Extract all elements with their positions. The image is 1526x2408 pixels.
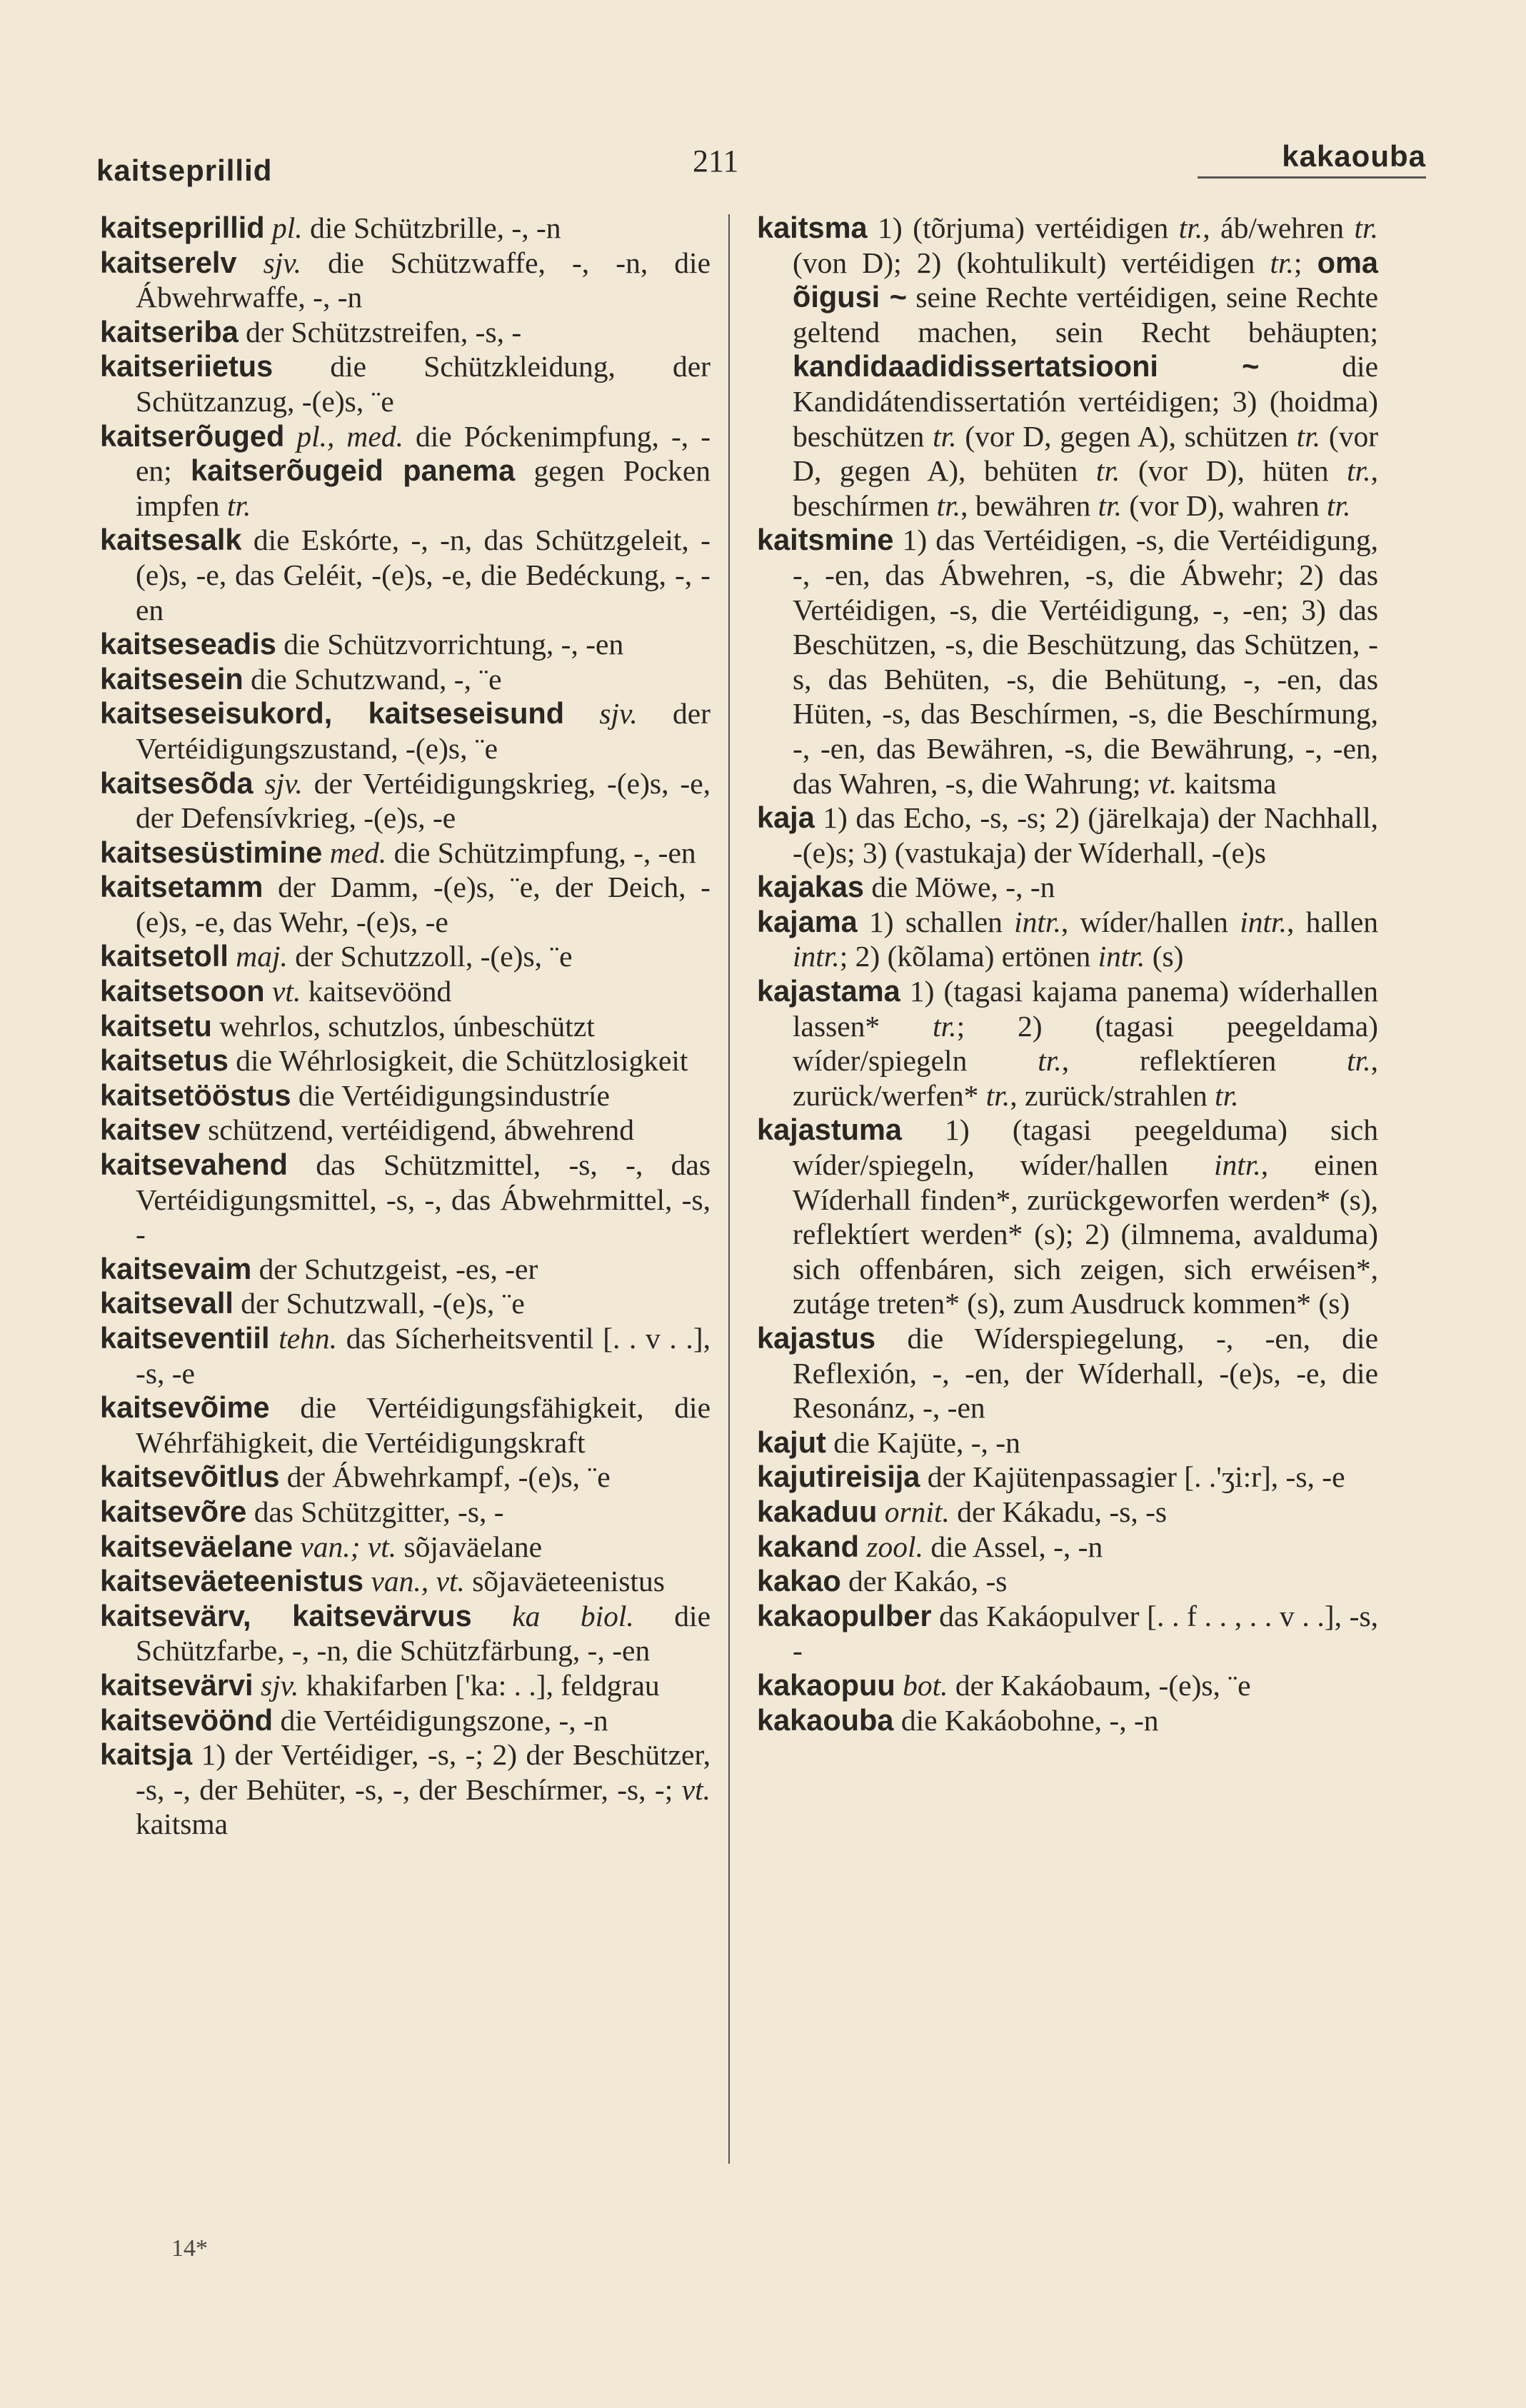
entry-text: sõjaväeteenistus: [464, 1565, 665, 1598]
entry-text: das Schützmittel, -s, -, das Vertéidigungsmittel, -s, -, das Ábwehrmittel, -s, -: [136, 1148, 711, 1251]
entry-headword: kaitsevahend: [100, 1148, 288, 1182]
entry-headword: kaitsevärvi: [100, 1667, 254, 1702]
dictionary-entry: [100, 1390, 711, 1460]
entry-text: (von D); 2) (kohtulikult) vertéidigen: [793, 246, 1270, 279]
entry-text: der Schutzzoll, -(e)s, ¨e: [287, 940, 573, 973]
dictionary-entry: [100, 766, 711, 836]
entry-headword: kaitsetus: [100, 1043, 229, 1078]
entry-text: , beschírmen: [793, 454, 1378, 522]
dictionary-entry: [100, 1009, 711, 1044]
dictionary-entry: [100, 211, 711, 246]
entry-headword: kajama: [757, 904, 858, 938]
header-left-guideword: kaitseprillid: [96, 154, 273, 187]
entry-text: die Wéhrlosigkeit, die Schützlosigkeit: [236, 1044, 688, 1078]
entry-label: sjv.: [263, 246, 302, 279]
entry-label: zool.: [866, 1530, 923, 1563]
entry-phrase: kandidaadidissertatsiooni ~: [793, 349, 1260, 383]
dictionary-entry: [100, 1252, 711, 1287]
entry-headword: kaitsesein: [100, 661, 244, 696]
dictionary-entry: [100, 1530, 711, 1565]
entry-text: der Kákadu, -s, -s: [949, 1495, 1168, 1528]
entry-text: kaitsma: [136, 1807, 229, 1841]
entry-headword: kajut: [757, 1425, 826, 1459]
entry-label: tr.: [985, 1078, 1010, 1112]
dictionary-entry: [757, 1599, 1378, 1668]
entry-text: 1) das Vertéidigen, -s, die Vertéidigung, -, -en, das Ábwehren, -s, die Ábwehr; 2) das Vertéidigen, -s, die Vertéidigung, -, -en; 3) das Beschützen, -s, die Beschützung, das Schützen, -s, das Behüten, -s, die Behütung, -, -en, das Hüten, -s, das Beschírmen, -s, die Beschírmung, -, -en, das Bewähren, -s, die Bewährung, -, -en, das Wahren, -s, die Wahrung;: [793, 523, 1379, 800]
entry-headword: kakaopulber: [757, 1598, 932, 1632]
dictionary-entry: [100, 662, 711, 697]
entry-text: der Ábwehrkampf, -(e)s, ¨e: [286, 1460, 611, 1494]
entry-text: die Assel, -, -n: [923, 1530, 1103, 1563]
entry-text: der Kajütenpassagier [. .'ʒi:r], -s, -e: [927, 1460, 1345, 1494]
entry-text: , zurück/strahlen: [1010, 1078, 1215, 1112]
entry-headword: kaitseriietus: [100, 349, 273, 383]
entry-label: intr.: [1240, 905, 1287, 938]
dictionary-entry: [100, 1460, 711, 1495]
entry-headword: kaitsetamm: [100, 870, 263, 904]
entry-label: tr.: [1095, 454, 1120, 488]
entry-label: tr.: [1270, 246, 1294, 279]
entry-label: intr.: [793, 940, 840, 973]
entry-headword: kaitseseadis: [100, 627, 276, 661]
entry-headword: kajakas: [757, 870, 865, 904]
signature-mark: 14*: [171, 2235, 208, 2262]
entry-headword: kakaouba: [757, 1702, 894, 1737]
entry-label: tr.: [1178, 211, 1203, 244]
entry-text: kaitsma: [1177, 766, 1277, 800]
entry-text: der Vertéidigungszustand, -(e)s, ¨e: [136, 697, 711, 765]
dictionary-entry: [757, 1564, 1378, 1599]
entry-label: tr.: [1215, 1078, 1239, 1112]
entry-text: die Eskórte, -, -n, das Schützgeleit, -(e)s, -e, das Geléit, -(e)s, -e, die Bedéckung, -, -en: [136, 523, 711, 626]
page-number: 211: [693, 144, 739, 179]
entry-text: die Kakáobohne, -, -n: [900, 1703, 1159, 1737]
entry-label: tr.: [936, 488, 961, 522]
entry-label: tr.: [1038, 1044, 1062, 1078]
left-column: [100, 211, 711, 1842]
dictionary-entry: [100, 246, 711, 315]
entry-text: (vor D, gegen A), schützen: [956, 419, 1297, 453]
entry-phrase: kaitserõugeid panema: [191, 453, 516, 488]
entry-label: tr.: [1347, 1044, 1371, 1078]
dictionary-entry: [757, 211, 1378, 523]
dictionary-entry: [100, 974, 711, 1009]
entry-headword: kaitseseisukord, kaitseseisund: [100, 696, 565, 731]
entry-text: ; 2) (kõlama) ertönen: [839, 940, 1098, 973]
entry-label: pl.: [272, 211, 303, 244]
entry-label: tr.: [933, 1009, 957, 1043]
entry-text: , reflektíeren: [1061, 1044, 1347, 1078]
entry-headword: kajastus: [757, 1321, 876, 1355]
entry-text: der Schutzgeist, -es, -er: [258, 1252, 538, 1285]
entry-label: tr.: [1296, 419, 1321, 453]
dictionary-entry: [100, 836, 711, 871]
entry-text: der Schützstreifen, -s, -: [246, 315, 522, 348]
dictionary-entry: [757, 801, 1378, 870]
dictionary-entry: [100, 1668, 711, 1703]
entry-label: intr.: [1014, 905, 1061, 938]
entry-text: das Schützgitter, -s, -: [254, 1495, 504, 1528]
entry-text: kaitsevöönd: [301, 975, 452, 1008]
entry-headword: kaitsevõime: [100, 1390, 270, 1425]
entry-text: die Vertéidigungsfähigkeit, die Wéhrfähigkeit, die Vertéidigungskraft: [136, 1391, 711, 1459]
dictionary-entry: [100, 870, 711, 939]
entry-text: die Póckenimpfung, -, -en;: [136, 419, 711, 488]
entry-label: maj.: [236, 940, 288, 973]
dictionary-entry: [100, 939, 711, 974]
dictionary-entry: [757, 905, 1378, 974]
dictionary-entry: [757, 870, 1378, 905]
dictionary-entry: [757, 1530, 1378, 1565]
dictionary-entry: [100, 1078, 711, 1113]
entry-text: (vor D), hüten: [1120, 454, 1347, 488]
dictionary-entry: [757, 1703, 1378, 1738]
entry-label: intr.: [1098, 940, 1145, 973]
entry-text: (vor D, gegen A), behüten: [793, 419, 1379, 488]
entry-text: sõjaväelane: [396, 1530, 543, 1563]
entry-text: ; 2) (tagasi peegeldama) wíder/spiegeln: [793, 1009, 1379, 1078]
entry-text: 1) schallen: [869, 905, 1015, 938]
entry-headword: kaitsevaim: [100, 1251, 252, 1285]
entry-text: die Schützkleidung, der Schützanzug, -(e)s, ¨e: [136, 350, 711, 418]
entry-headword: kaitsevall: [100, 1286, 234, 1320]
entry-headword: kaitsmine: [757, 523, 894, 557]
entry-headword: kaitseväeteenistus: [100, 1564, 364, 1598]
entry-headword: kajastuma: [757, 1113, 903, 1147]
entry-headword: kakao: [757, 1564, 841, 1598]
dictionary-entry: [100, 1495, 711, 1530]
entry-label: intr.: [1214, 1148, 1261, 1182]
entry-text: der Kakáo, -s: [848, 1565, 1008, 1598]
entry-headword: kaitsja: [100, 1737, 193, 1772]
dictionary-entry: [757, 1113, 1378, 1321]
dictionary-entry: [100, 1321, 711, 1390]
entry-label: vt.: [1148, 766, 1178, 800]
dictionary-entry: [100, 349, 711, 418]
entry-text: gegen Pocken impfen: [136, 454, 711, 522]
entry-label: sjv.: [599, 697, 638, 731]
dictionary-entry: [757, 523, 1378, 801]
dictionary-entry: [757, 1460, 1378, 1495]
entry-headword: kaitsma: [757, 211, 868, 244]
column-divider: [728, 214, 730, 2164]
dictionary-entry: [757, 1668, 1378, 1703]
entry-text: khakifarben ['ka: . .], feldgrau: [298, 1668, 660, 1702]
entry-text: (vor D), wahren: [1122, 488, 1327, 522]
entry-text: , einen Wíderhall finden*, zurückgeworfen werden* (s), reflektíert werden* (s); 2) (ilmnema, avalduma) sich offenbáren, sich zeigen, sich erwéisen*, zutáge treten* (s), zum Ausdruck kommen* (s): [793, 1148, 1378, 1320]
entry-label: bot.: [903, 1668, 948, 1702]
entry-headword: kaitsesõda: [100, 766, 254, 800]
entry-headword: kaitsetööstus: [100, 1078, 291, 1112]
entry-headword: kakaduu: [757, 1494, 878, 1528]
entry-label: pl., med.: [296, 419, 403, 453]
entry-text: das Sícherheitsventil [. . v . .], -s, -e: [136, 1322, 711, 1390]
entry-text: das Kakáopulver [. . f . . , . . v . .], -s, -: [793, 1599, 1379, 1667]
dictionary-entry: [100, 1737, 711, 1842]
entry-text: die Wíderspiegelung, -, -en, die Reflexión, -, -en, der Wíderhall, -(e)s, -e, die Resonánz, -, -en: [793, 1322, 1379, 1425]
entry-text: die Schützfarbe, -, -n, die Schützfärbung, -, -en: [136, 1599, 711, 1667]
entry-label: ka biol.: [512, 1599, 634, 1632]
entry-headword: kaitsetu: [100, 1008, 212, 1043]
entry-text: die Schützimpfung, -, -en: [386, 836, 696, 869]
entry-headword: kaitsev: [100, 1113, 201, 1147]
dictionary-entry: [100, 523, 711, 627]
entry-label: vt.: [272, 975, 301, 1008]
dictionary-entry: [757, 1425, 1378, 1460]
entry-text: , áb/wehren: [1203, 211, 1355, 244]
header-rule: [1198, 176, 1426, 179]
entry-text: 1) (tõrjuma) vertéidigen: [878, 211, 1179, 244]
entry-headword: kaitsevõre: [100, 1494, 247, 1528]
entry-headword: kaitseventiil: [100, 1321, 270, 1355]
entry-headword: kaitsevärv, kaitsevärvus: [100, 1598, 472, 1632]
entry-headword: kajutireisija: [757, 1460, 920, 1494]
entry-label: vt.: [681, 1772, 711, 1806]
entry-headword: kaitsetsoon: [100, 974, 265, 1008]
entry-headword: kajastama: [757, 974, 900, 1008]
dictionary-entry: [100, 1703, 711, 1738]
header-right-guideword: kakaouba: [1282, 139, 1426, 173]
entry-text: die Möwe, -, -n: [871, 871, 1055, 904]
entry-text: , bewähren: [960, 488, 1098, 522]
entry-label: van.; vt.: [300, 1530, 397, 1563]
entry-headword: kakand: [757, 1529, 860, 1563]
entry-headword: kaitsevõitlus: [100, 1460, 280, 1494]
dictionary-entry: [100, 627, 711, 662]
entry-text: die Kajüte, -, -n: [833, 1425, 1020, 1459]
dictionary-entry: [100, 1043, 711, 1078]
entry-text: wehrlos, schutzlos, únbeschützt: [219, 1009, 595, 1043]
dictionary-entry: [100, 1113, 711, 1148]
entry-text: die Vertéidigungszone, -, -n: [280, 1703, 608, 1737]
entry-headword: kaitsevöönd: [100, 1702, 273, 1737]
entry-label: tr.: [933, 419, 957, 453]
dictionary-entry: [757, 1321, 1378, 1425]
entry-headword: kaja: [757, 801, 815, 835]
entry-headword: kaitserelv: [100, 245, 237, 279]
dictionary-entry: [100, 1564, 711, 1599]
entry-text: 1) der Vertéidiger, -s, -; 2) der Beschützer, -s, -, der Behüter, -s, -, der Beschírmer, -s, -;: [136, 1738, 711, 1806]
dictionary-entry: [757, 1495, 1378, 1530]
entry-label: tr.: [1098, 488, 1123, 522]
entry-headword: kaitsetoll: [100, 939, 229, 973]
entry-text: (s): [1145, 940, 1184, 973]
entry-label: sjv.: [264, 766, 303, 800]
dictionary-entry: [100, 1286, 711, 1321]
entry-text: 1) (tagasi kajama panema) wíderhallen lassen*: [793, 975, 1378, 1043]
entry-text: seine Rechte vertéidigen, seine Rechte geltend machen, sein Recht behäupten;: [793, 281, 1378, 348]
entry-headword: kaitsesalk: [100, 523, 242, 557]
entry-label: tr.: [226, 488, 251, 522]
entry-text: die Kandidátendissertatión vertéidigen; 3) (hoidma) beschützen: [793, 350, 1378, 453]
entry-headword: kakaopuu: [757, 1667, 895, 1702]
entry-label: med.: [329, 836, 387, 869]
entry-phrase: oma õigusi ~: [793, 245, 1379, 314]
entry-label: ornit.: [884, 1495, 950, 1528]
entry-text: , zurück/werfen*: [793, 1044, 1378, 1112]
entry-label: tr.: [1347, 454, 1371, 488]
entry-text: die Schützvorrichtung, -, -en: [283, 628, 624, 661]
entry-headword: kaitseväelane: [100, 1529, 293, 1563]
dictionary-entry: [757, 974, 1378, 1113]
entry-headword: kaitseprillid: [100, 211, 265, 244]
entry-text: die Schutzwand, -, ¨e: [251, 662, 502, 696]
entry-label: tr.: [1354, 211, 1378, 244]
entry-label: sjv.: [260, 1668, 299, 1702]
entry-label: tehn.: [278, 1322, 338, 1355]
entry-text: der Vertéidigungskrieg, -(e)s, -e, der Defensívkrieg, -(e)s, -e: [136, 766, 711, 835]
dictionary-entry: [100, 419, 711, 523]
entry-text: 1) (tagasi peegelduma) sich wíder/spiegeln, wíder/hallen: [793, 1113, 1378, 1182]
entry-text: , hallen: [1286, 905, 1379, 938]
entry-text: die Vertéidigungsindustríe: [298, 1078, 610, 1112]
entry-label: tr.: [1326, 488, 1351, 522]
entry-text: , wíder/hallen: [1060, 905, 1240, 938]
entry-label: van., vt.: [371, 1565, 465, 1598]
dictionary-entry: [100, 1148, 711, 1252]
entry-text: der Kakáobaum, -(e)s, ¨e: [948, 1668, 1251, 1702]
entry-text: der Schutzwall, -(e)s, ¨e: [241, 1287, 525, 1320]
right-column: [757, 211, 1378, 1737]
page-header: [93, 132, 1433, 189]
dictionary-entry: [100, 1599, 711, 1668]
entry-text: 1) das Echo, -s, -s; 2) (järelkaja) der Nachhall, -(e)s; 3) (vastukaja) der Wíderhall, -(e)s: [793, 801, 1378, 869]
entry-headword: kaitseriba: [100, 314, 239, 348]
entry-text: ;: [1293, 246, 1317, 279]
entry-headword: kaitserõuged: [100, 418, 285, 453]
entry-text: schützend, vertéidigend, ábwehrend: [208, 1113, 635, 1147]
entry-text: die Schützbrille, -, -n: [302, 211, 561, 244]
entry-headword: kaitsesüstimine: [100, 835, 323, 869]
dictionary-entry: [100, 315, 711, 350]
entry-text: der Damm, -(e)s, ¨e, der Deich, -(e)s, -e, das Wehr, -(e)s, -e: [136, 871, 711, 938]
entry-text: die Schützwaffe, -, -n, die Ábwehrwaffe, -, -n: [136, 246, 711, 314]
dictionary-entry: [100, 696, 711, 766]
